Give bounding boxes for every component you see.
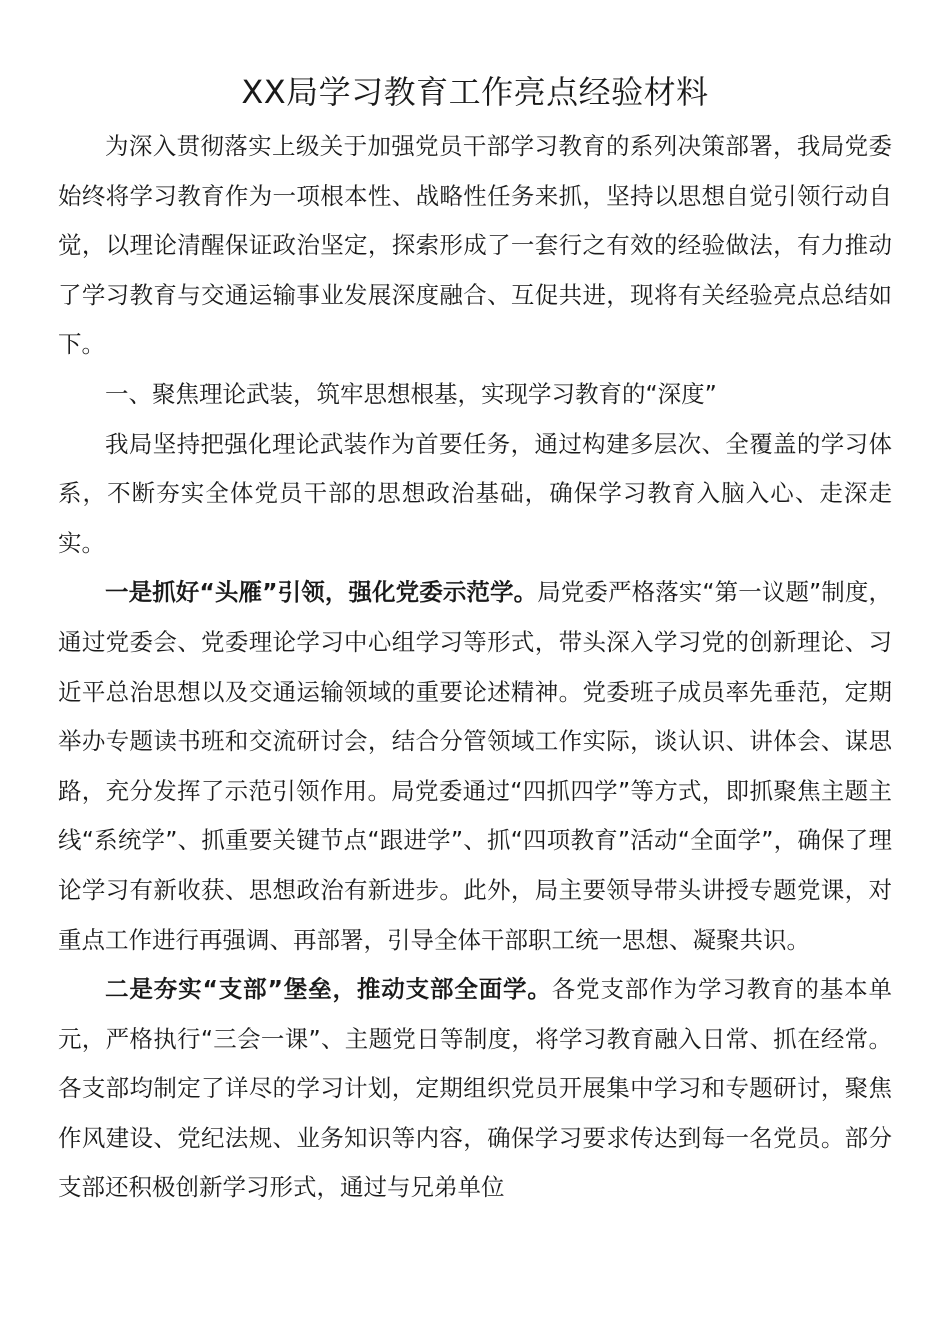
point-two-body: 各党支部作为学习教育的基本单元，严格执行“三会一课”、主题党日等制度，将学习教育融入日常、抓在经常。各支部均制定了详尽的学习计划，定期组织党员开展集中学习和专题研讨，聚焦作风建设、党纪法规、业务知识等内容，确保学习要求传达到每一名党员。部分支部还积极创新学习形式，通过与兄弟单位 <box>58 975 893 1202</box>
intro-paragraph: 为深入贯彻落实上级关于加强党员干部学习教育的系列决策部署，我局党委始终将学习教育作为一项根本性、战略性任务来抓，坚持以思想自觉引领行动自觉，以理论清醒保证政治坚定，探索形成了一套行之有效的经验做法，有力推动了学习教育与交通运输事业发展深度融合、互促共进，现将有关经验亮点总结如下。 <box>58 132 892 359</box>
document-title: XX局学习教育工作亮点经验材料 <box>241 73 709 111</box>
point-one-paragraph <box>58 568 892 965</box>
point-one-lead: 一是抓好“头雁”引领，强化党委示范学。 <box>105 578 538 607</box>
point-two-lead: 二是夯实“支部”堡垒，推动支部全面学。 <box>105 975 552 1004</box>
point-one-body: 局党委严格落实“第一议题”制度，通过党委会、党委理论学习中心组学习等形式，带头深入学习党的创新理论、习近平总治思想以及交通运输领域的重要论述精神。党委班子成员率先垂范，定期举办专题读书班和交流研讨会，结合分管领域工作实际，谈认识、讲体会、谋思路，充分发挥了示范引领作用。局党委通过“四抓四学”等方式，即抓聚焦主题主线“系统学”、抓重要关键节点“跟进学”、抓“四项教育”活动“全面学”，确保了理论学习有新收获、思想政治有新进步。此外，局主要领导带头讲授专题党课，对重点工作进行再强调、再部署，引导全体干部职工统一思想、凝聚共识。 <box>58 578 893 954</box>
document-page <box>58 62 892 1213</box>
point-two-paragraph <box>58 965 892 1213</box>
section-heading: 一、聚焦理论武装，筑牢思想根基，实现学习教育的“深度” <box>105 379 717 408</box>
section-summary-paragraph: 我局坚持把强化理论武装作为首要任务，通过构建多层次、全覆盖的学习体系，不断夯实全体党员干部的思想政治基础，确保学习教育入脑入心、走深走实。 <box>58 429 892 557</box>
